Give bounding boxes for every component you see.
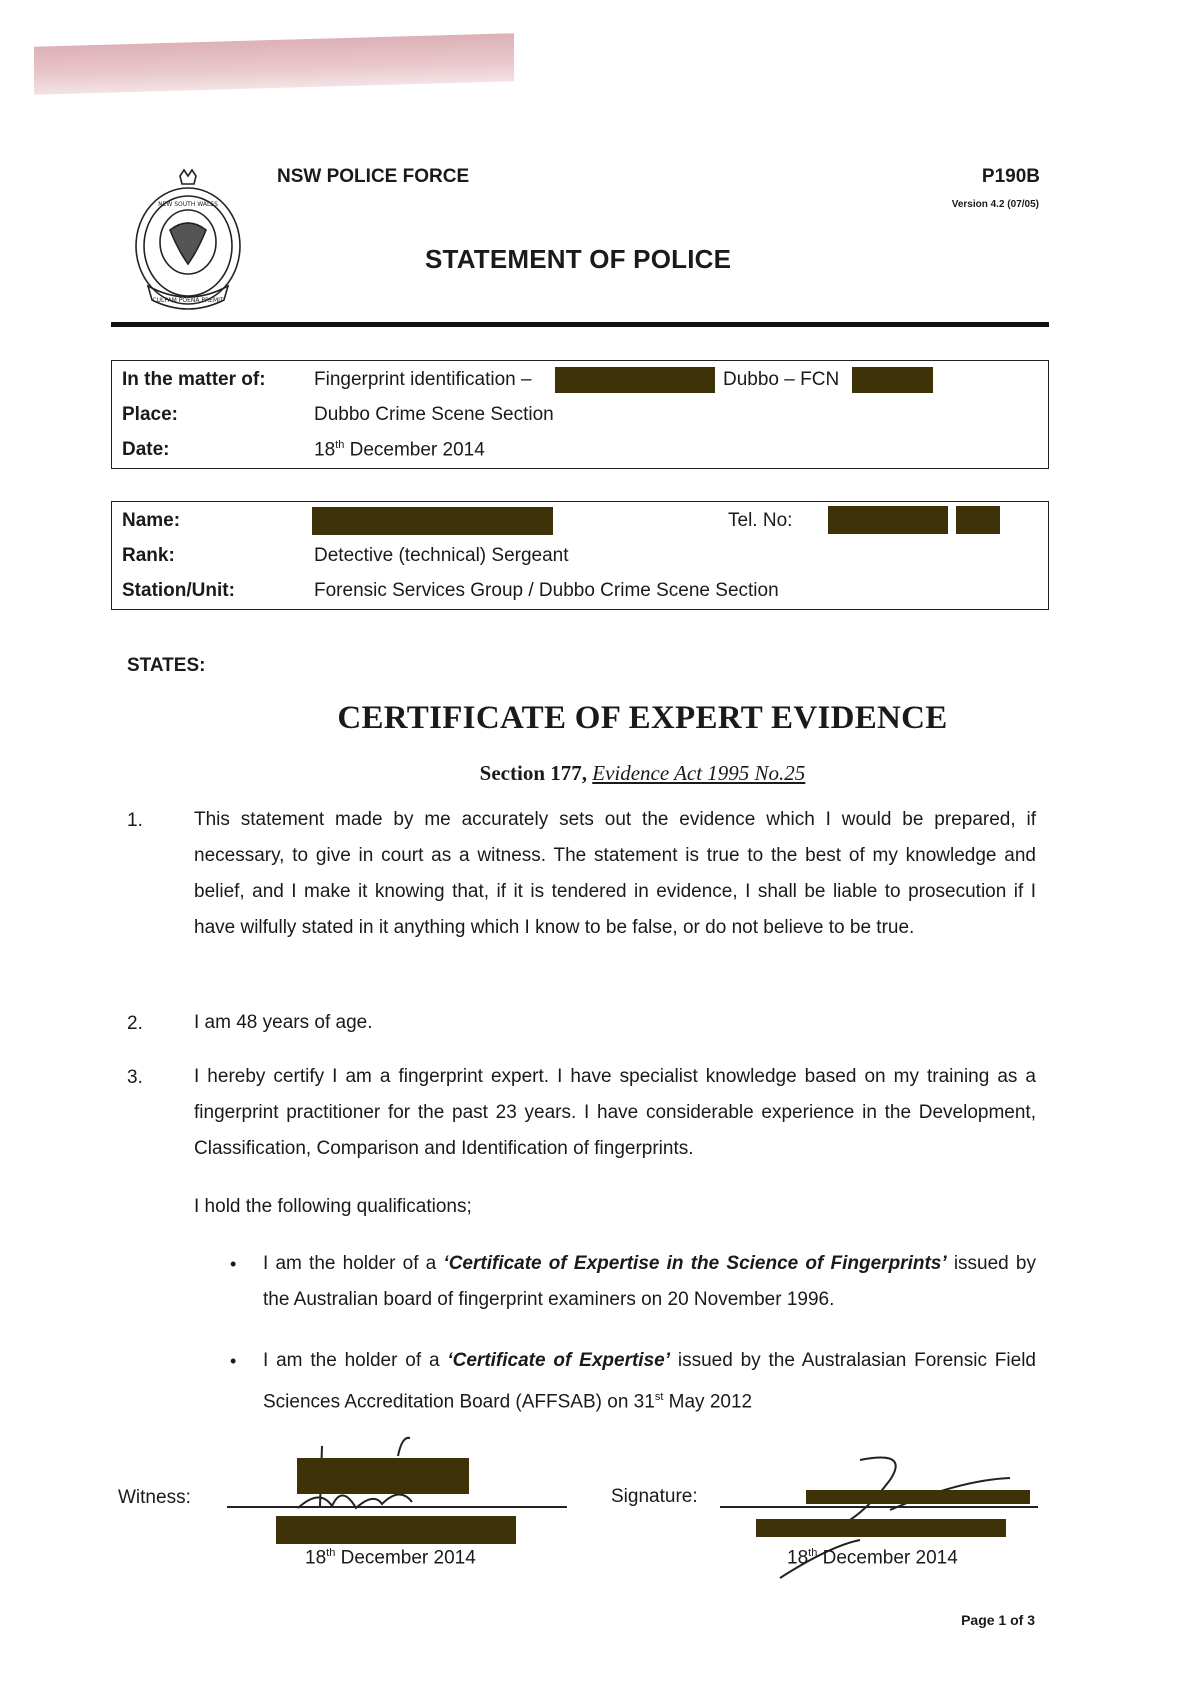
svg-text:NEW SOUTH WALES: NEW SOUTH WALES: [158, 201, 218, 208]
redaction-witness-name: [297, 1458, 469, 1494]
date-suffix: th: [335, 439, 345, 451]
redaction-signature-2: [756, 1519, 1006, 1537]
place-label: Place:: [122, 404, 178, 425]
cert-section: Section 177,: [479, 761, 587, 785]
redaction-name: [312, 507, 553, 535]
bullet-2-cert: ‘Certificate of Expertise’: [447, 1350, 670, 1371]
signature-label: Signature:: [611, 1486, 698, 1507]
item-1-number: 1.: [127, 810, 143, 831]
signature-date: [787, 1547, 958, 1569]
bullet-1-icon: •: [230, 1254, 237, 1274]
item-2-text: I am 48 years of age.: [194, 1012, 373, 1033]
matter-value-prefix: Fingerprint identification –: [314, 369, 532, 390]
date-rest: December 2014: [349, 439, 485, 461]
bullet-2-after: issued by the Australasian Forensic Field Sciences Accreditation Board (AFFSAB) on 31: [263, 1350, 1036, 1413]
signature-date-day: 18: [787, 1547, 809, 1569]
header-rule: [111, 322, 1049, 327]
place-value: Dubbo Crime Scene Section: [314, 404, 554, 425]
form-version: Version 4.2 (07/05): [951, 199, 1039, 210]
bullet-2-sup: st: [654, 1391, 664, 1403]
item-3-text: I hereby certify I am a fingerprint expert. I have specialist knowledge based on my training as a fingerprint practitioner for the past 23 years. I have considerable experience in the Development, Classification, Comparison and Identification of fingerprints.: [194, 1066, 1036, 1159]
redaction-matter-name: [555, 367, 715, 393]
states-heading: STATES:: [127, 655, 206, 676]
date-day: 18: [314, 439, 336, 461]
station-value: Forensic Services Group / Dubbo Crime Scene Section: [314, 580, 779, 601]
bullet-2-before: I am the holder of a: [263, 1350, 440, 1371]
bullet-2-text: [263, 1343, 1036, 1420]
bullet-1-after: issued by the Australian board of fingerprint examiners on 20 November 1996.: [263, 1253, 1036, 1310]
witness-date-suffix: th: [326, 1547, 336, 1559]
witness-label: Witness:: [118, 1487, 191, 1508]
bullet-1-before: I am the holder of a: [263, 1253, 437, 1274]
matter-box: [111, 360, 1049, 469]
redaction-tel-1: [828, 506, 948, 534]
item-3-number: 3.: [127, 1067, 143, 1088]
qualifications-intro: I hold the following qualifications;: [194, 1196, 472, 1217]
scan-smudge: [34, 33, 514, 94]
page-number: Page 1 of 3: [961, 1612, 1035, 1628]
certificate-subtitle: [0, 761, 1200, 786]
bullet-1-cert: ‘Certificate of Expertise in the Science of Fingerprints’: [443, 1253, 947, 1274]
date-label: Date:: [122, 439, 170, 460]
svg-text:CULPAM POENA PREMIT: CULPAM POENA PREMIT: [152, 297, 224, 304]
organisation-name: NSW POLICE FORCE: [277, 166, 470, 187]
tel-label: Tel. No:: [728, 510, 793, 531]
document-title: STATEMENT OF POLICE: [425, 244, 732, 274]
form-code: P190B: [981, 166, 1040, 187]
redaction-signature-1: [806, 1490, 1030, 1504]
signature-date-rest: December 2014: [822, 1547, 958, 1569]
rank-value: Detective (technical) Sergeant: [314, 545, 569, 566]
name-label: Name:: [122, 510, 181, 531]
matter-label: In the matter of:: [122, 369, 266, 390]
bullet-2-icon: •: [230, 1351, 237, 1371]
redaction-tel-2: [956, 506, 1000, 534]
nsw-police-crest: [128, 168, 248, 318]
bullet-2-end: May 2012: [668, 1391, 753, 1413]
witness-date-rest: December 2014: [340, 1547, 476, 1569]
matter-value: [314, 369, 532, 391]
certificate-title: CERTIFICATE OF EXPERT EVIDENCE: [337, 700, 948, 736]
witness-date: [305, 1547, 476, 1569]
signature-date-suffix: th: [808, 1547, 818, 1559]
redaction-witness-details: [276, 1516, 516, 1544]
redaction-fcn: [852, 367, 933, 393]
rank-label: Rank:: [122, 545, 175, 566]
item-2-number: 2.: [127, 1013, 143, 1034]
date-value: [314, 439, 485, 461]
cert-act: Evidence Act 1995 No.25: [592, 761, 806, 785]
witness-date-day: 18: [305, 1547, 327, 1569]
officer-box: [111, 501, 1049, 610]
matter-fcn: Dubbo – FCN: [723, 369, 840, 390]
bullet-1-text: [263, 1246, 1036, 1318]
station-label: Station/Unit:: [122, 580, 235, 601]
item-1-text: This statement made by me accurately sets out the evidence which I would be prepared, if necessary, to give in court as a witness. The statement is true to the best of my knowledge and belief, and I make it knowing that, if it is tendered in evidence, I shall be liable to prosecution if I have wilfully stated in it anything which I know to be false, or do not believe to be true.: [194, 809, 1036, 938]
